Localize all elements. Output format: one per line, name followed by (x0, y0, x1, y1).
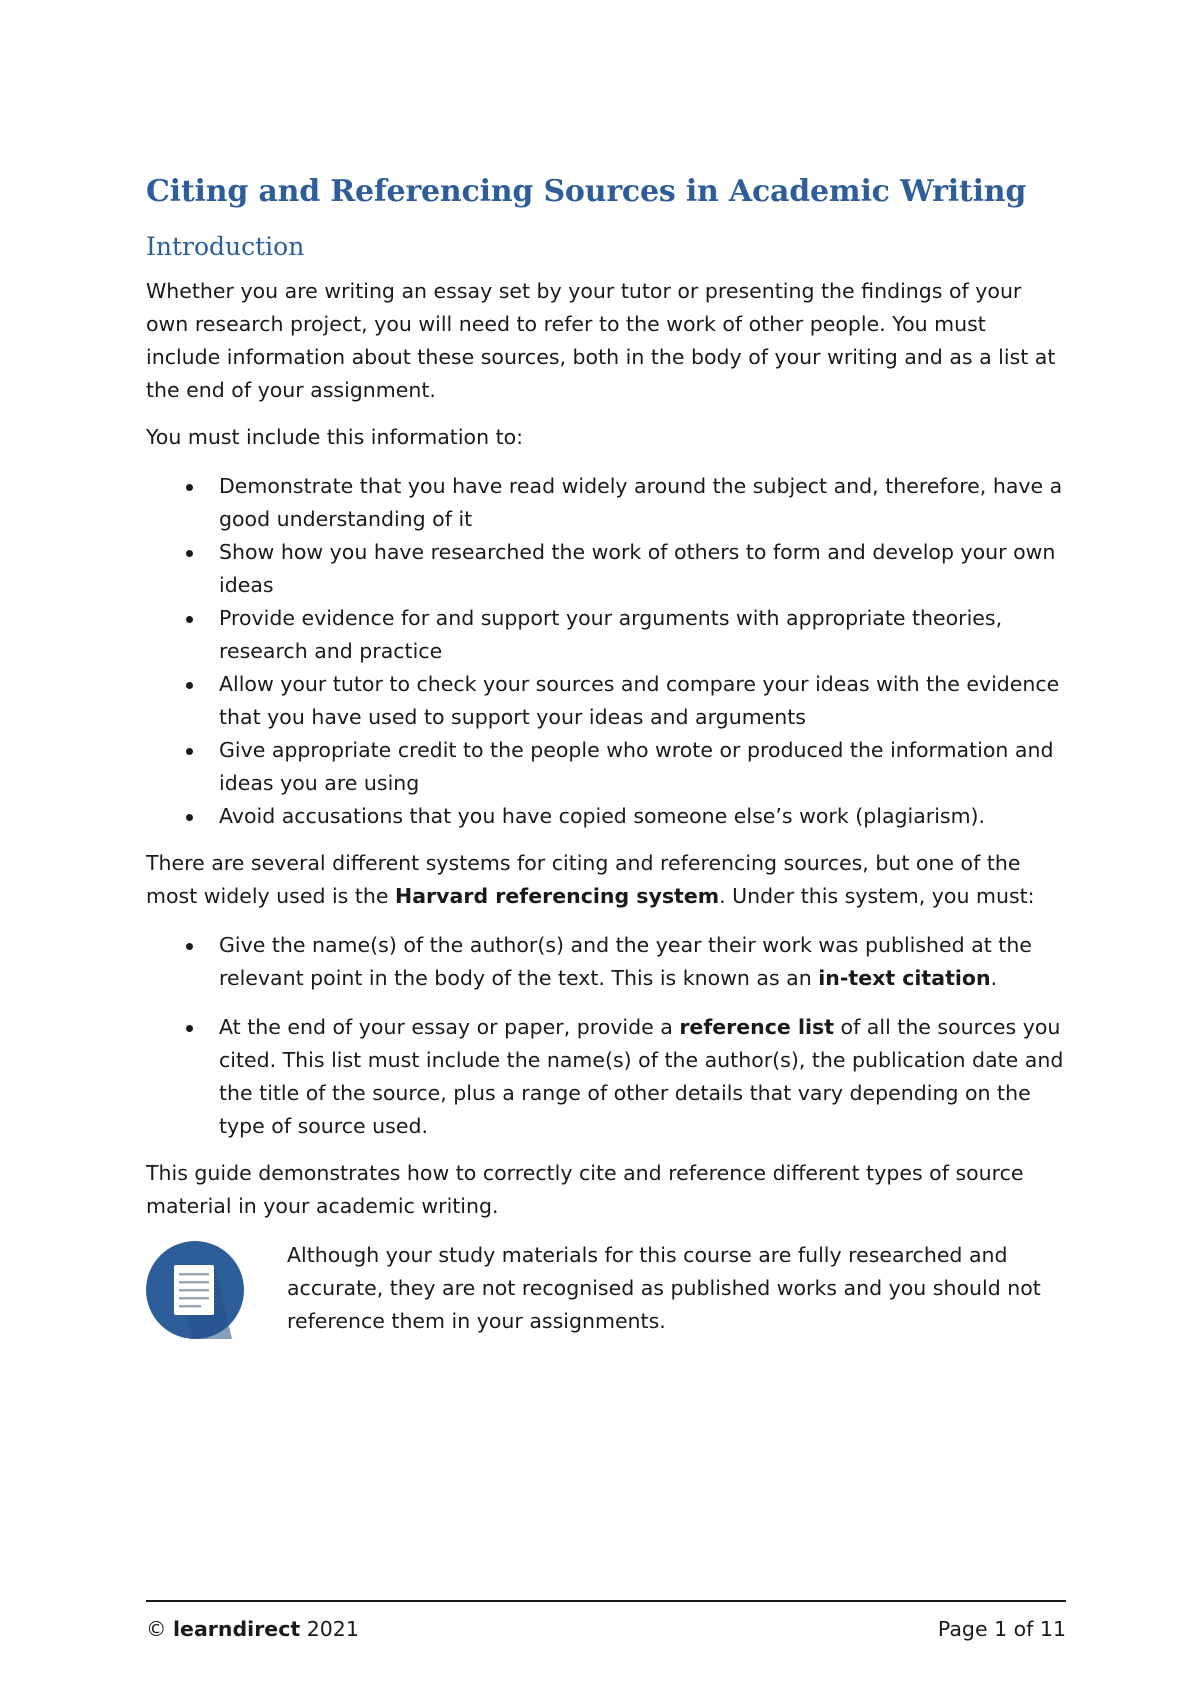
intro-paragraph: Whether you are writing an essay set by your tutor or presenting the findings of your own research project, you will need to refer to the work of other people. You must include information about these sources, both in the body of your writing and as a list at the end of your assignment. (146, 279, 1056, 402)
reference-list-term: reference list (679, 1015, 835, 1039)
include-info-paragraph: You must include this information to: (146, 425, 524, 449)
list-item-reference-list (146, 1011, 1066, 1143)
list-item-in-text-citation (146, 929, 1066, 995)
list-item: Demonstrate that you have read widely around the subject and, therefore, have a good understanding of it (146, 470, 1066, 536)
footer-year: 2021 (306, 1617, 359, 1641)
item-text: Give the name(s) of the author(s) and the year their work was published at the relevant point in the body of the text. This is known as an (219, 933, 1032, 990)
item-text: At the end of your essay or paper, provide a (219, 1015, 680, 1039)
page-title: Citing and Referencing Sources in Academic Writing (146, 174, 1027, 209)
harvard-text-end: . Under this system, you must: (719, 884, 1035, 908)
note-text: Although your study materials for this course are fully researched and accurate, they are not recognised as published works and you should not reference them in your assignments. (287, 1243, 1041, 1333)
list-item: Show how you have researched the work of others to form and develop your own ideas (146, 536, 1066, 602)
guide-paragraph: This guide demonstrates how to correctly cite and reference different types of source material in your academic writing. (146, 1161, 1024, 1218)
list-item: Give appropriate credit to the people who wrote or produced the information and ideas you are using (146, 734, 1066, 800)
list-item: Allow your tutor to check your sources and compare your ideas with the evidence that you have used to support your ideas and arguments (146, 668, 1066, 734)
section-heading-introduction: Introduction (146, 232, 305, 261)
harvard-paragraph (146, 847, 1066, 913)
harvard-rules-list (146, 929, 1066, 1143)
footer-copyright (146, 1612, 359, 1646)
note-callout (146, 1239, 1066, 1339)
page-content (146, 172, 1066, 1339)
harvard-text-start: There are several different systems for citing and referencing sources, but one of the most widely used is the (146, 851, 1021, 908)
reasons-list (146, 470, 1066, 833)
in-text-citation-term: in-text citation (818, 966, 991, 990)
copyright-symbol: © (146, 1617, 167, 1641)
item-text: of all the sources you cited. This list must include the name(s) of the author(s), the publication date and the title of the source, plus a range of other details that vary depending on the type of source used. (219, 1015, 1064, 1138)
page-number: Page 1 of 11 (937, 1617, 1066, 1641)
list-item: Avoid accusations that you have copied someone else’s work (plagiarism). (146, 800, 1066, 833)
harvard-system-term: Harvard referencing system (395, 884, 720, 908)
item-text: . (990, 966, 998, 990)
footer-brand: learndirect (173, 1617, 301, 1641)
page-footer (146, 1612, 1066, 1646)
footer-divider (146, 1600, 1066, 1602)
document-icon (146, 1241, 244, 1339)
list-item: Provide evidence for and support your arguments with appropriate theories, research and practice (146, 602, 1066, 668)
